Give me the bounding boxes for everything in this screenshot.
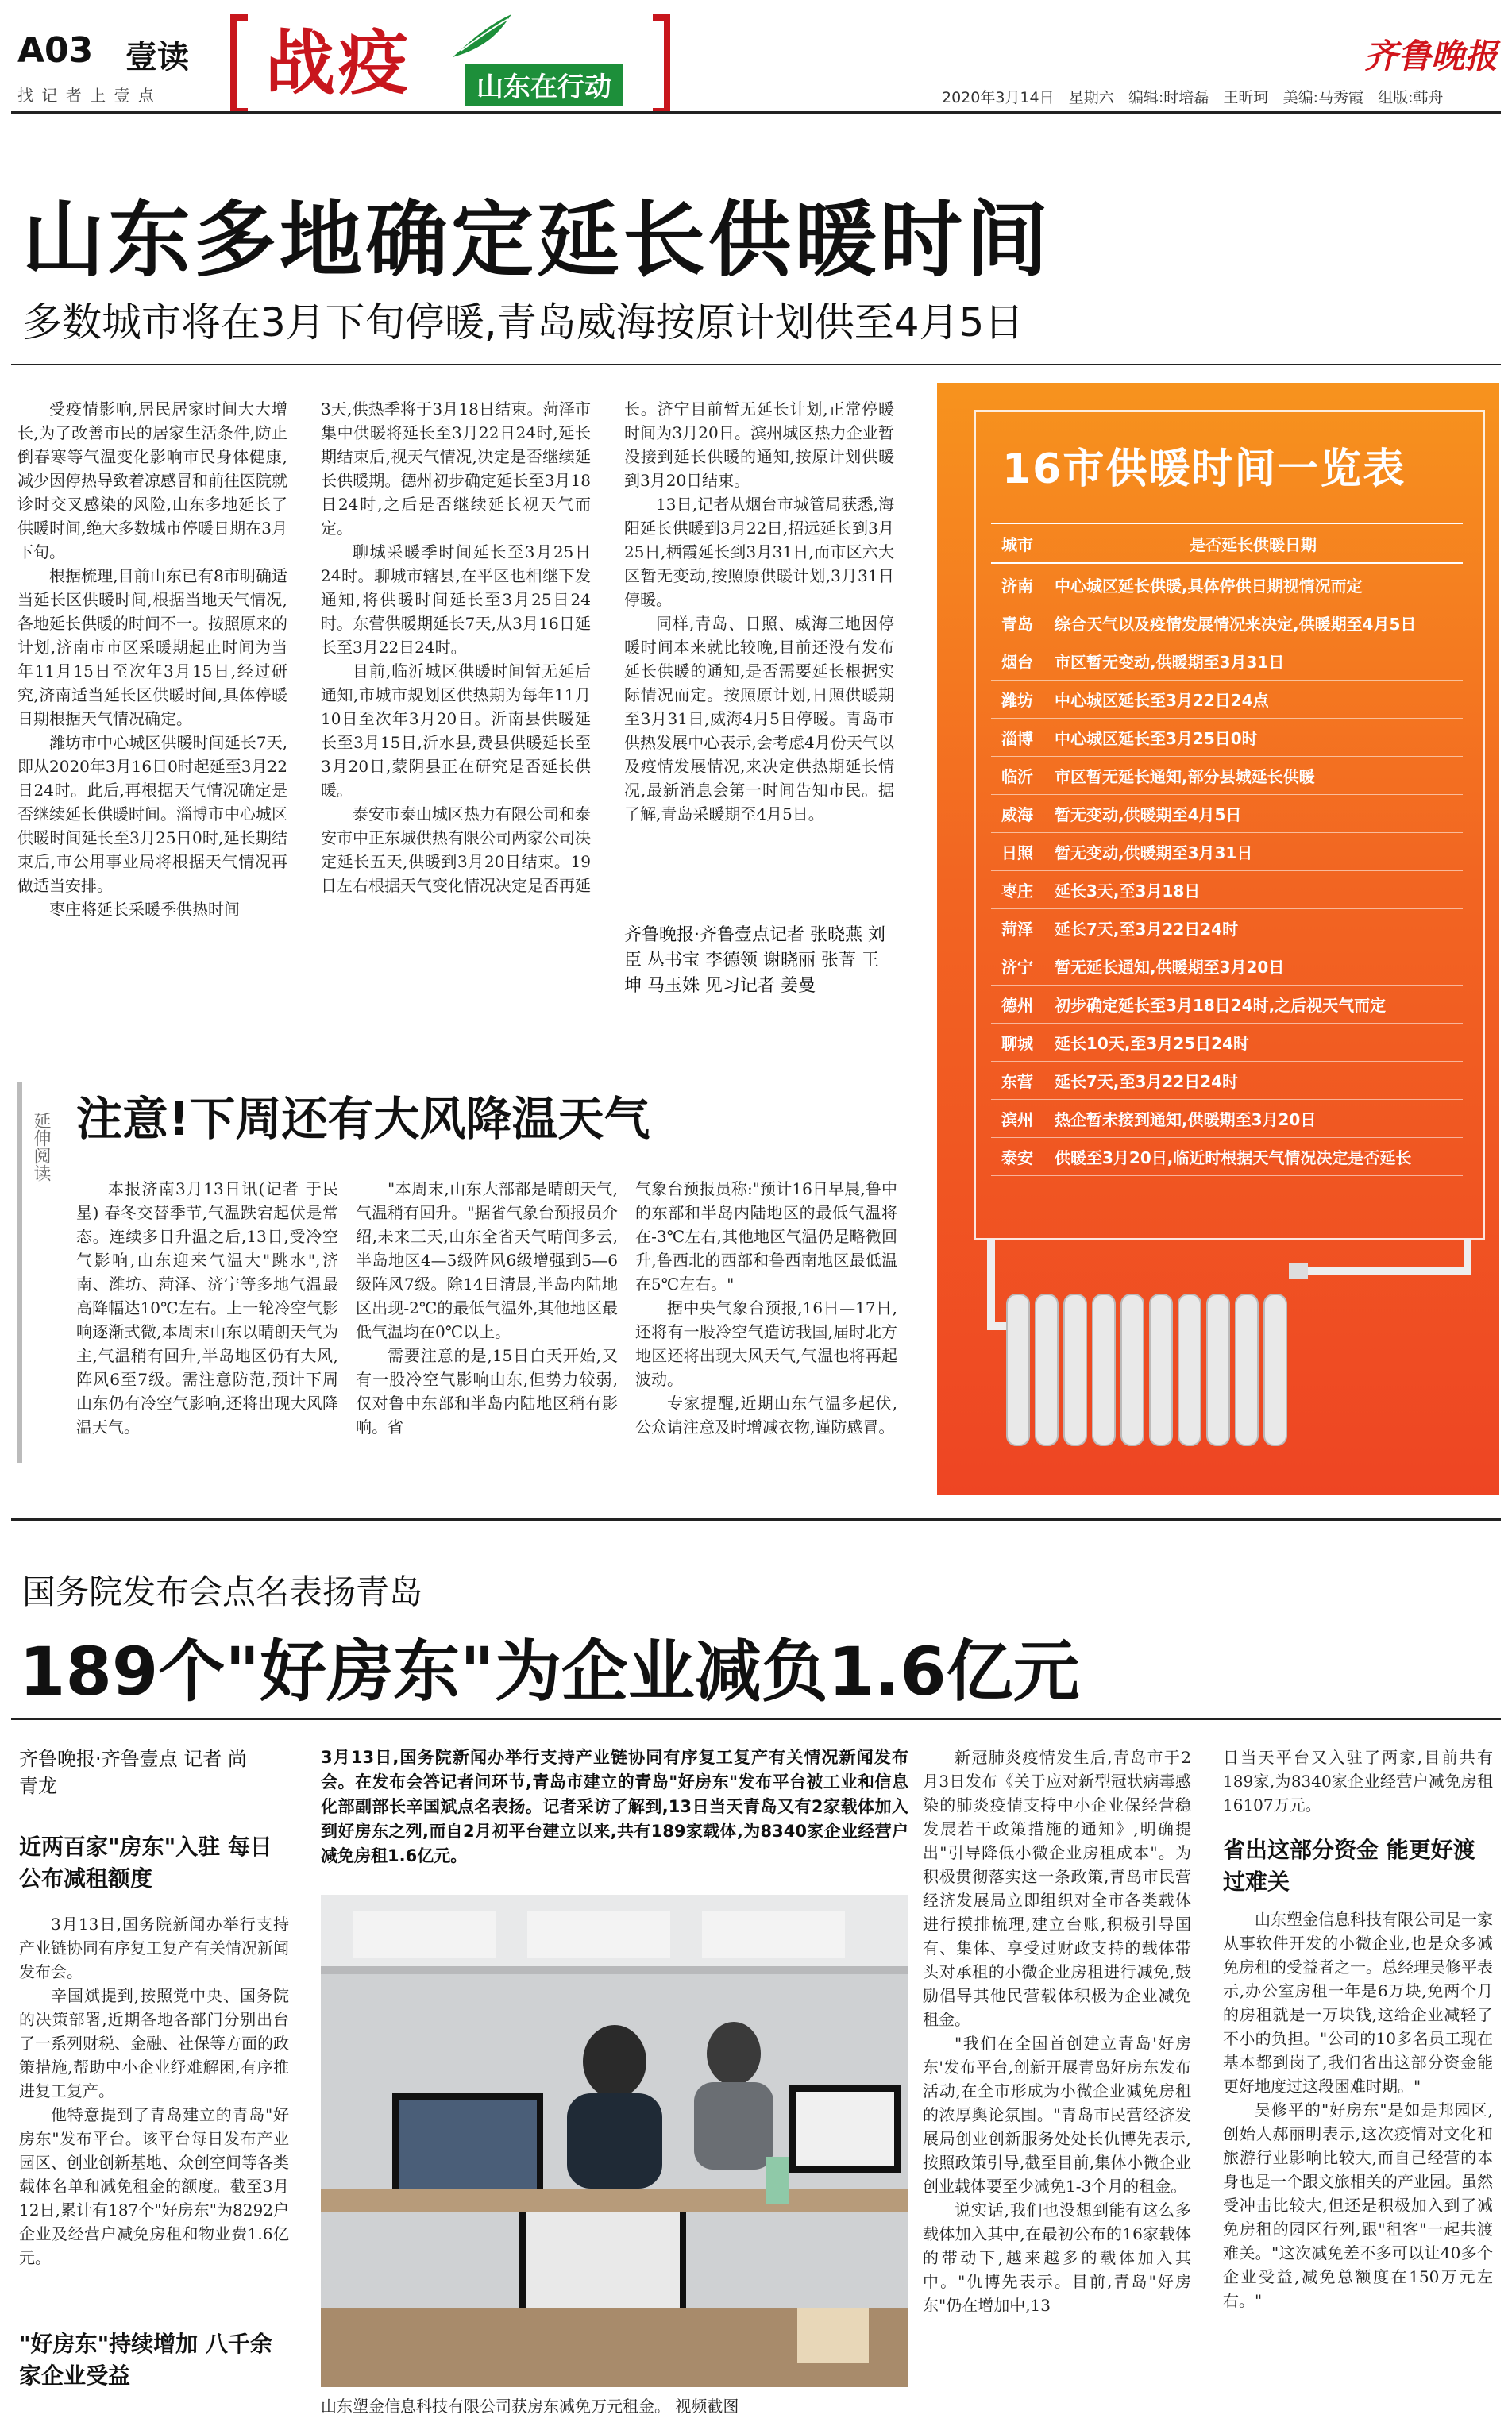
row-info: 中心城区延长供暖,具体停供日期视情况而定 (1055, 576, 1363, 596)
infobox-row (991, 604, 1463, 642)
paragraph: 长。济宁目前暂无延长计划,正常停暖时间为3月20日。滨州城区热力企业暂没接到延长供暖的通知,按原计划供暖到3月20日结束。 (624, 399, 894, 490)
banner-right-bracket (653, 14, 670, 114)
paragraph: 泰安市泰山城区热力有限公司和泰安市中正东城供热有限公司两家公司决定延长五天,供暖到3月20日结束。19日左右根据天气变化情况决定是否再延 (321, 804, 591, 895)
paragraph: 新冠肺炎疫情发生后,青岛市于2月3日发布《关于应对新型冠状病毒感染的肺炎疫情支持中小企业保经营稳发展若干政策措施的通知》,明确提出"引导降低小微企业房租成本"。为积极贯彻落实这一条政策,青岛市民营经济发展局立即组织对全市各类载体进行摸排梳理,建立台账,积极引导国有、集体、享受过财政支持的载体带头对承租的小微企业房租进行减免,鼓励倡导其他民营载体积极为企业减免租金。 (923, 1748, 1191, 2029)
paragraph: 日当天平台又入驻了两家,目前共有189家,为8340家企业经营户减免房租16107万元。 (1223, 1748, 1493, 1815)
infobox-row (991, 832, 1463, 870)
editor-credit: 编辑:时培磊 (1128, 89, 1209, 106)
row-city: 枣庄 (1001, 881, 1033, 901)
paragraph: 13日,记者从烟台市城管局获悉,海阳延长供暖到3月22日,招远延长到3月25日,栖霞延长到3月31日,而市区六大区暂无变动,按照原供暖计划,3月31日停暖。 (624, 495, 894, 609)
article3-kicker: 国务院发布会点名表扬青岛 (22, 1572, 423, 1611)
paragraph: 需要注意的是,15日白天开始,又有一股冷空气影响山东,但势力较弱,仅对鲁中东部和半岛内陆地区稍有影响。省 (356, 1346, 618, 1437)
banner-subtitle: 山东在行动 (465, 64, 623, 106)
infobox-row (991, 642, 1463, 680)
issue-date: 2020年3月14日 (942, 89, 1055, 106)
column-header-info: 是否延长供暖日期 (1190, 534, 1317, 554)
infobox-row (991, 985, 1463, 1023)
issue-weekday: 星期六 (1068, 89, 1114, 106)
art-editor-credit: 美编:马秀霞 (1282, 89, 1364, 106)
infobox-row (991, 565, 1463, 604)
paragraph: 他特意提到了青岛建立的青岛"好房东"发布平台。该平台每日发布产业园区、创业创新基地、众创空间等各类载体名单和减免租金的额度。截至3月12日,累计有187个"好房东"为8292户企业及经营户减免房租和物业费1.6亿元。 (19, 2105, 289, 2267)
article1-byline: 齐鲁晚报·齐鲁壹点记者 张晓燕 刘臣 丛书宝 李德领 谢晓丽 张菁 王坤 马玉姝 见习记者 姜曼 (624, 925, 885, 996)
newspaper-brand-logo: 齐鲁晚报 (1364, 37, 1498, 75)
row-city: 烟台 (1001, 652, 1033, 672)
photo-caption: 山东塑金信息科技有限公司获房东减免万元租金。 视频截图 (321, 2397, 739, 2416)
paragraph: 目前,临沂城区供暖时间暂无延后通知,市城市规划区供热期为每年11月10日至次年3月20日。沂南县供暖延长至3月15日,沂水县,费县供暖延长至3月20日,蒙阴县正在研究是否延长供暖。 (321, 662, 591, 800)
article1-subheadline: 多数城市将在3月下旬停暖,青岛威海按原计划供至4月5日 (22, 299, 1024, 345)
row-info: 延长10天,至3月25日24时 (1055, 1033, 1250, 1053)
row-info: 中心城区延长至3月25日0时 (1055, 728, 1258, 748)
infobox-row (991, 756, 1463, 794)
article2-column-3 (635, 1177, 897, 1502)
article3-rule (11, 1718, 1501, 1720)
row-city: 东营 (1001, 1071, 1033, 1091)
paragraph: 受疫情影响,居民居家时间大大增长,为了改善市民的居家生活条件,防止倒春寒等气温变化影响市民身体健康,减少因停热导致着凉感冒和前往医院就诊时交叉感染的风险,山东多地延长了供暖时间,绝大多数城市停暖日期在3月下旬。 (17, 399, 287, 561)
section-name: 壹读 (125, 39, 189, 75)
row-info: 市区暂无变动,供暖期至3月31日 (1055, 652, 1285, 672)
paragraph: 吴修平的"好房东"是如是邦园区,创始人郝丽明表示,这次疫情对文化和旅游行业影响比较大,而自己经营的本身也是一个跟文旅相关的产业园。虽然受冲击比较大,但还是积极加入到了减免房租的园区行列,跟"租客"一起共渡难关。"这次减免差不多可以让40多个企业受益,减免总额度在150万元左右。" (1223, 2100, 1493, 2310)
paragraph: 专家提醒,近期山东气温多起伏,公众请注意及时增减衣物,谨防感冒。 (635, 1394, 897, 1437)
paragraph: "本周末,山东大部都是晴朗天气,气温稍有回升。"据省气象台预报员介绍,未来三天,山东全省天气晴间多云,半岛地区4—5级阵风6级增强到5—6级阵风7级。除14日清晨,半岛内陆地区出现-2℃的最低气温外,其他地区最低气温均在0℃以上。 (356, 1179, 618, 1341)
article3-subhead-3: 省出这部分资金 能更好渡过难关 (1223, 1837, 1475, 1895)
paragraph: 辛国斌提到,按照党中央、国务院的决策部署,近期各地各部门分别出台了一系列财税、金融、社保等方面的政策措施,帮助中小企业纾难解困,有序推进复工复产。 (19, 1986, 289, 2100)
paragraph: 潍坊市中心城区供暖时间延长7天,即从2020年3月16日0时起延至3月22日24时。此后,再根据天气情况确定是否继续延长供暖时间。淄博市中心城区供暖时间延长至3月25日0时,延长期结束后,市公用事业局将根据天气情况再做适当安排。 (17, 733, 287, 895)
paragraph: 根据梳理,目前山东已有8市明确适当延长区供暖时间,根据当地天气情况,各地延长供暖的时间不一。按照原来的计划,济南市市区采暖期起止时间为当年11月15日至次年3月15日,经过研究,济南适当延长区供暖时间,具体停暖日期根据天气情况确定。 (17, 566, 287, 728)
side-label-bar (17, 1082, 22, 1463)
paragraph: 据中央气象台预报,16日—17日,还将有一股冷空气造访我国,届时北方地区还将出现大风天气,气温也将再起波动。 (635, 1298, 897, 1389)
header-rule (11, 111, 1501, 114)
article2-column-2 (356, 1177, 618, 1502)
row-info: 延长3天,至3月18日 (1055, 881, 1201, 901)
row-city: 淄博 (1001, 728, 1033, 748)
section-divider (11, 1518, 1501, 1521)
row-info: 延长7天,至3月22日24时 (1055, 1071, 1239, 1091)
row-city: 菏泽 (1001, 919, 1033, 939)
row-city: 潍坊 (1001, 690, 1033, 710)
tagline: 找 记 者 上 壹 点 (17, 86, 156, 105)
article3-column-4a (1223, 1745, 1493, 1841)
row-info: 暂无变动,供暖期至3月31日 (1055, 843, 1253, 862)
row-city: 临沂 (1001, 766, 1033, 786)
paragraph: 山东塑金信息科技有限公司是一家从事软件开发的小微企业,也是众多减免房租的受益者之一。总经理吴修平表示,办公室房租一年是6万块,免两个月的房租就是一万块钱,这给企业减轻了不小的负担。"公司的10多名员工现在基本都到岗了,我们省出这部分资金能更好地度过这段困难时期。" (1223, 1910, 1493, 2096)
editor2-credit: 王昕珂 (1223, 89, 1269, 106)
paragraph: 聊城采暖季时间延长至3月25日24时。聊城市辖县,在平区也相继下发通知,将供暖时间延长至3月25日24时。东营供暖期延长7天,从3月16日延长至3月22日24时。 (321, 542, 591, 657)
banner-main-title: 战疫 (265, 21, 412, 104)
row-info: 热企暂未接到通知,供暖期至3月20日 (1055, 1109, 1317, 1129)
row-info: 供暖至3月20日,临近时根据天气情况决定是否延长 (1055, 1148, 1412, 1167)
row-city: 聊城 (1001, 1033, 1033, 1053)
layout-credit: 组版:韩舟 (1378, 89, 1444, 106)
infobox-row (991, 947, 1463, 985)
infobox-row (991, 1099, 1463, 1137)
header-meta (942, 86, 1444, 107)
article3-byline: 齐鲁晚报·齐鲁壹点 记者 尚青龙 (19, 1748, 247, 1797)
row-city: 威海 (1001, 804, 1033, 824)
article3-column-4b (1223, 1907, 1493, 2413)
infobox-row (991, 870, 1463, 908)
infobox-table-header (991, 523, 1463, 564)
article3-lead: 3月13日,国务院新闻办举行支持产业链协同有序复工复产有关情况新闻发布会。在发布会答记者问环节,青岛市建立的青岛"好房东"发布平台被工业和信息化部副部长辛国斌点名表扬。记者采访了解到,13日当天青岛又有2家载体加入到好房东之列,而自2月初平台建立以来,共有189家载体,为8340家企业经营户减免房租1.6亿元。 (321, 1748, 908, 1865)
article2-headline: 注意!下周还有大风降温天气 (76, 1092, 650, 1146)
row-city: 济南 (1001, 576, 1033, 596)
row-city: 滨州 (1001, 1109, 1033, 1129)
office-photo (321, 1895, 908, 2387)
infobox-row (991, 908, 1463, 947)
paragraph: 本报济南3月13日讯(记者 于民星) 春冬交替季节,气温跌宕起伏是常态。连续多日升温之后,13日,受冷空气影响,山东迎来气温大"跳水",济南、潍坊、菏泽、济宁等多地气温最高降幅达10℃左右。上一轮冷空气影响逐渐式微,本周末山东以晴朗天气为主,气温稍有回升,半岛地区仍有大风,阵风6至7级。需注意防范,预计下周山东仍有冷空气影响,还将出现大风降温天气。 (76, 1179, 338, 1437)
article3-headline: 189个"好房东"为企业减负1.6亿元 (19, 1633, 1080, 1711)
article1-column-1 (17, 397, 287, 1024)
article1-column-3 (624, 397, 894, 905)
row-info: 暂无变动,供暖期至4月5日 (1055, 804, 1242, 824)
article1-rule (11, 364, 1501, 365)
paragraph: "我们在全国首创建立青岛'好房东'发布平台,创新开展青岛好房东发布活动,在全市形成为小微企业减免房租的浓厚舆论氛围。"青岛市民营经济发展局创业创新服务处处长仇博先表示,按照政策引导,截至目前,集体小微企业创业载体要至少减免1-3个月的租金。 (923, 2034, 1191, 2196)
infobox-row (991, 718, 1463, 756)
row-city: 泰安 (1001, 1148, 1033, 1167)
row-info: 中心城区延长至3月22日24点 (1055, 690, 1269, 710)
article1-headline: 山东多地确定延长供暖时间 (22, 191, 1052, 288)
infobox-row (991, 794, 1463, 832)
leaf-decoration-icon (445, 11, 516, 65)
row-info: 综合天气以及疫情发展情况来决定,供暖期至4月5日 (1055, 614, 1417, 634)
infobox-title: 16市供暖时间一览表 (1002, 446, 1406, 493)
paragraph: 枣庄将延长采暖季供热时间 (49, 900, 240, 919)
side-label: 延伸阅读 (31, 1112, 51, 1182)
column-header-city: 城市 (1001, 534, 1033, 554)
row-city: 日照 (1001, 843, 1033, 862)
infobox-row (991, 680, 1463, 718)
article2-column-1 (76, 1177, 338, 1502)
banner-left-bracket (230, 14, 248, 114)
paragraph: 说实话,我们也没想到能有这么多载体加入其中,在最初公布的16家载体的带动下,越来越多的载体加入其中。"仇博先表示。目前,青岛"好房东"仍在增加中,13 (923, 2201, 1191, 2315)
article1-column-2 (321, 397, 591, 1024)
infobox-row (991, 1061, 1463, 1099)
row-info: 市区暂无延长通知,部分县城延长供暖 (1055, 766, 1315, 786)
page-number: A03 (17, 30, 94, 71)
article3-subhead-2: "好房东"持续增加 八千余家企业受益 (19, 2331, 272, 2389)
radiator-icon (967, 1239, 1491, 1496)
infobox-row (991, 1137, 1463, 1175)
article3-subhead-1: 近两百家"房东"入驻 每日公布减租额度 (19, 1834, 272, 1892)
infobox-row (991, 1023, 1463, 1061)
paragraph: 同样,青岛、日照、威海三地因停暖时间本来就比较晚,目前还没有发布延长供暖的通知,是否需要延长根据实际情况而定。按照原计划,日照供暖期至3月31日,威海4月5日停暖。青岛市供热发展中心表示,会考虑4月份天气以及疫情发展情况,来决定供热期延长情况,最新消息会第一时间告知市民。据了解,青岛采暖期至4月5日。 (624, 614, 894, 824)
row-city: 青岛 (1001, 614, 1033, 634)
article3-column-1 (19, 1912, 289, 2317)
row-city: 德州 (1001, 995, 1033, 1015)
row-city: 济宁 (1001, 957, 1033, 977)
paragraph: 3天,供热季将于3月18日结束。菏泽市集中供暖将延长至3月22日24时,延长期结束后,视天气情况,决定是否继续延长供暖期。德州初步确定延长至3月18日24时,之后是否继续延长视天气而定。 (321, 399, 591, 538)
row-info: 延长7天,至3月22日24时 (1055, 919, 1239, 939)
paragraph: 气象台预报员称:"预计16日早晨,鲁中的东部和半岛内陆地区的最低气温将在-3℃左右,其他地区气温仍是略微回升,鲁西北的西部和鲁西南地区最低温在5℃左右。" (635, 1179, 897, 1294)
row-divider (991, 1175, 1463, 1176)
row-info: 暂无延长通知,供暖期至3月20日 (1055, 957, 1285, 977)
article3-column-3 (923, 1745, 1191, 2413)
paragraph: 3月13日,国务院新闻办举行支持产业链协同有序复工复产有关情况新闻发布会。 (19, 1915, 289, 1981)
row-info: 初步确定延长至3月18日24时,之后视天气而定 (1055, 995, 1387, 1015)
